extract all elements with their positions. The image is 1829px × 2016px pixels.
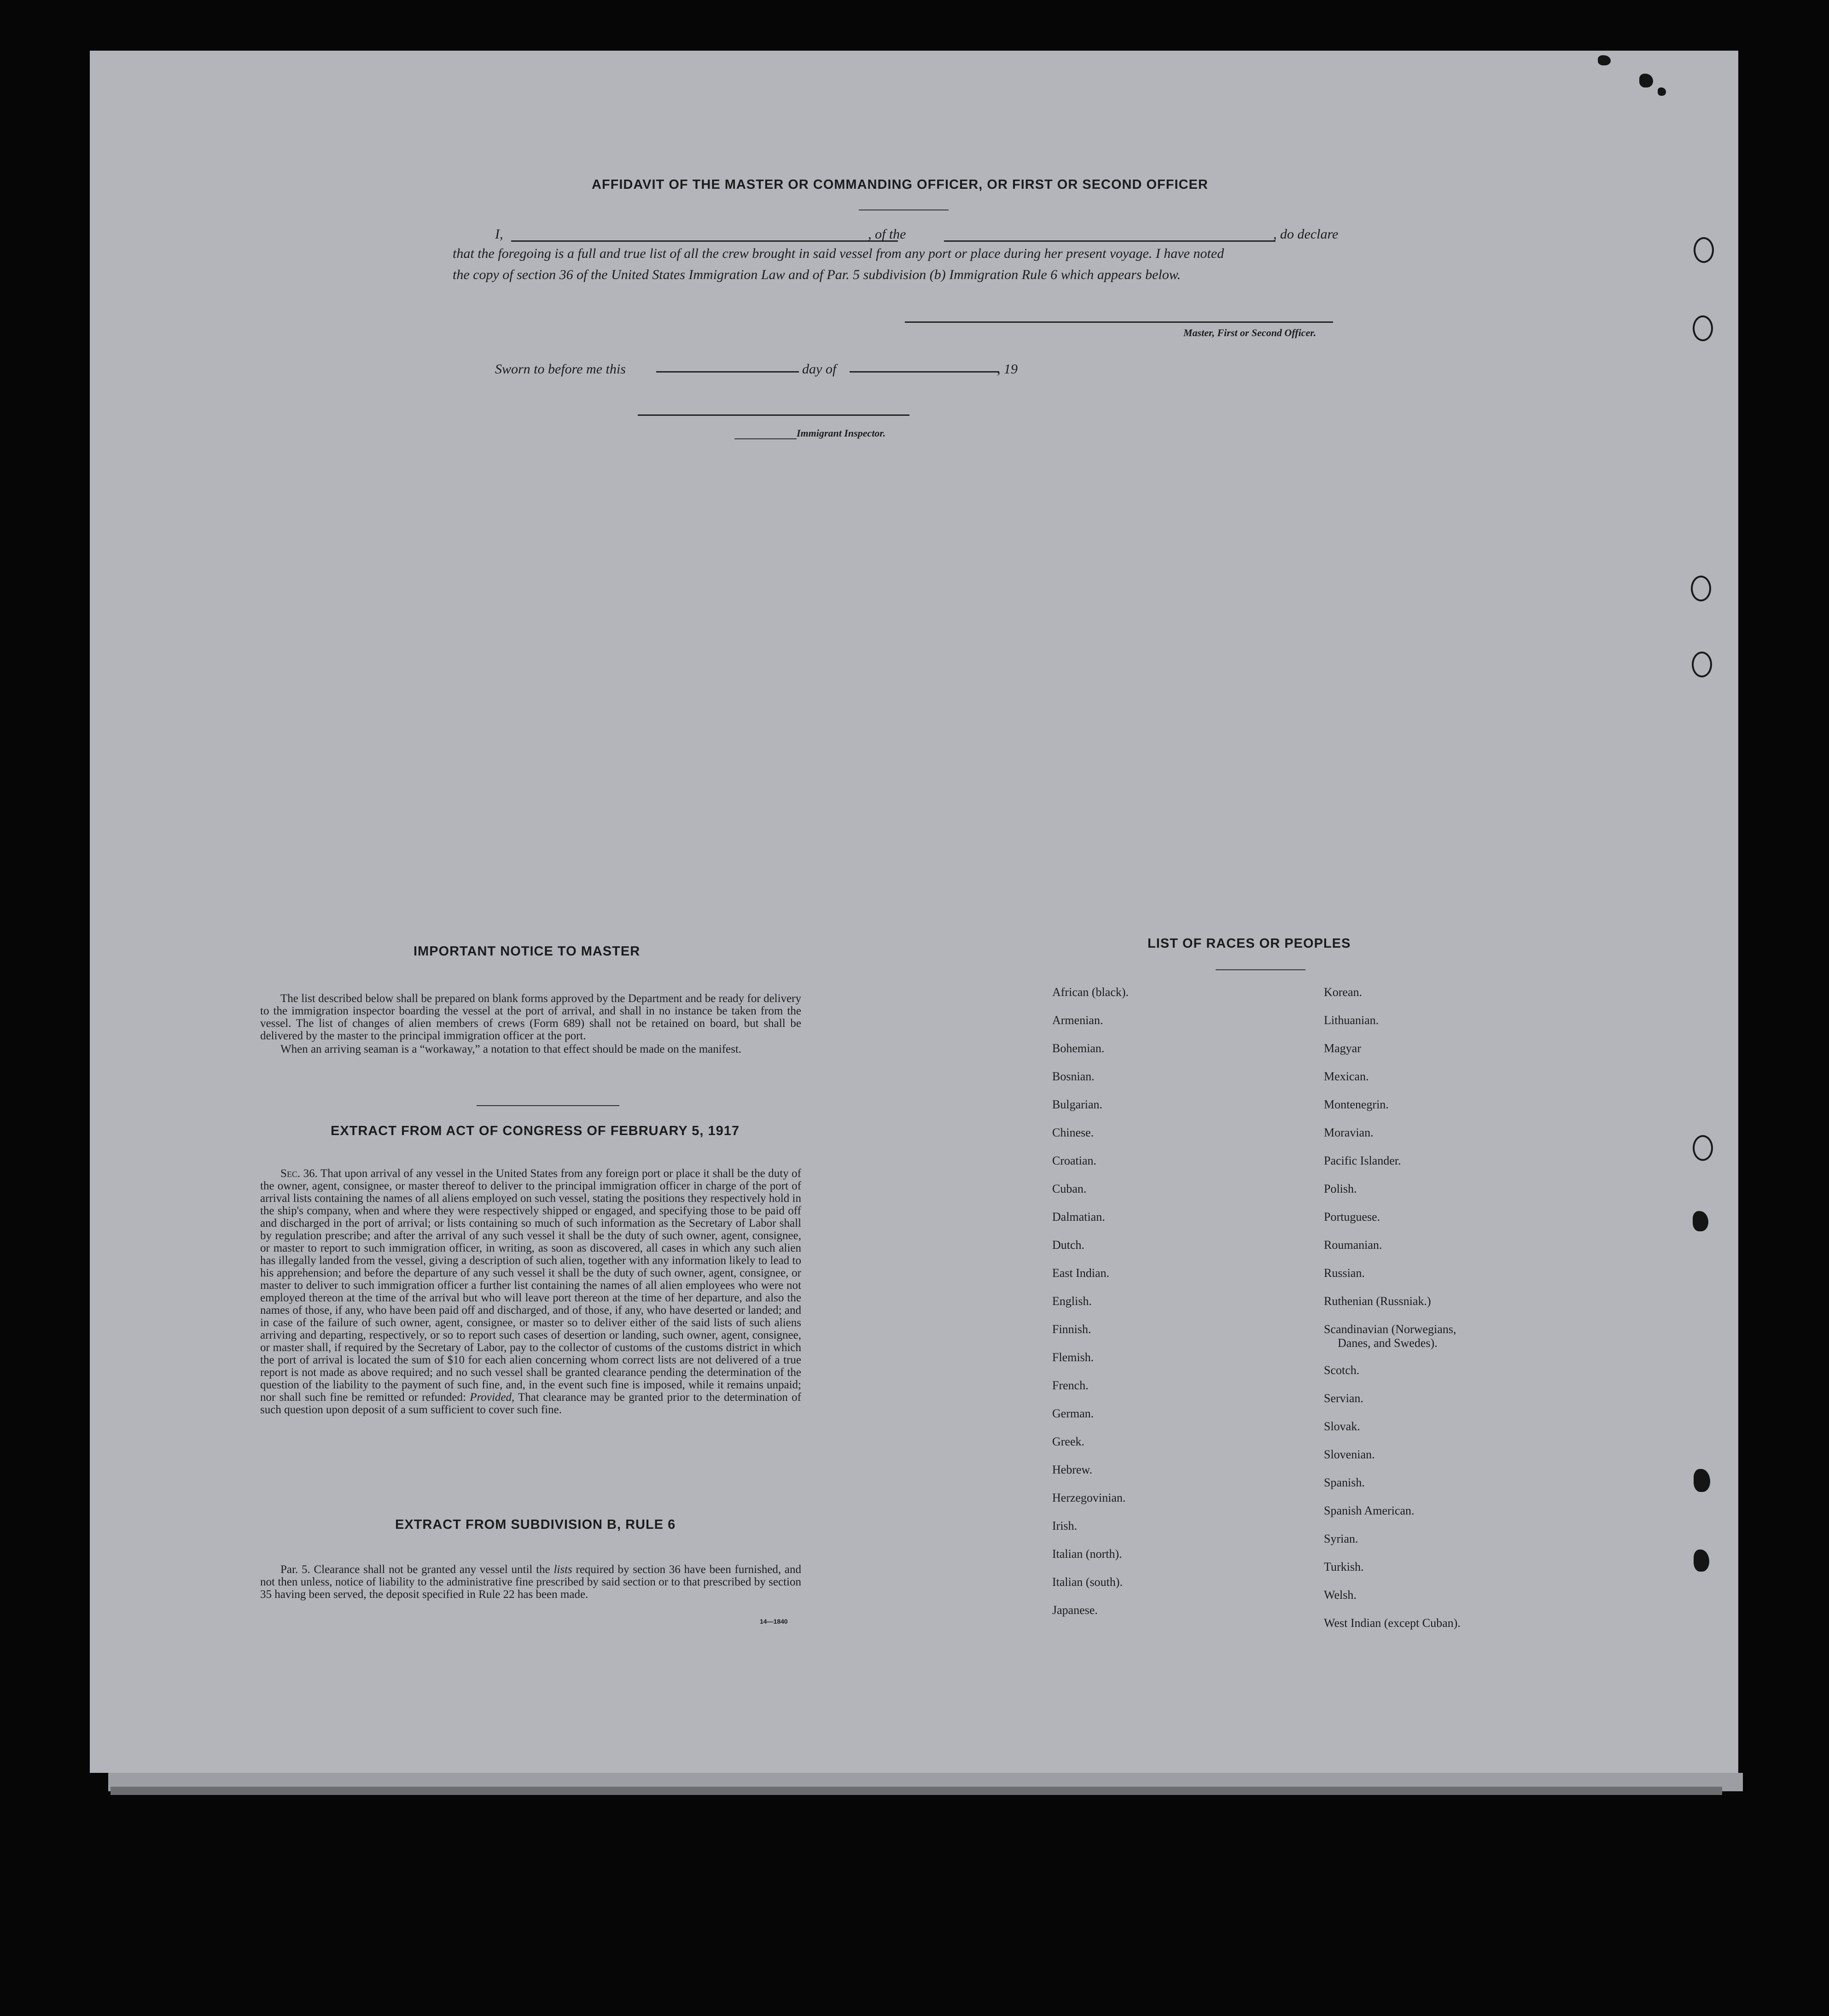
race-item: Bohemian.	[1052, 1042, 1105, 1055]
inspector-label: Immigrant Inspector.	[797, 427, 886, 439]
races-title: LIST OF RACES OR PEOPLES	[1147, 936, 1351, 951]
race-item: Mexican.	[1324, 1070, 1369, 1083]
race-item: Finnish.	[1052, 1323, 1091, 1336]
document-page	[90, 51, 1738, 1773]
race-item: Servian.	[1324, 1392, 1363, 1405]
affidavit-of-the-label: , of the	[868, 227, 906, 242]
race-item: Herzegovinian.	[1052, 1491, 1126, 1504]
extract-rule-body	[260, 1563, 801, 1601]
rule-text-b: required by section 36 have been furnished, and not then unless, notice of liability to the administrative fine prescribed by said section or to that prescribed by section 35 having been served, the deposit specified in Rule 22 has been made.	[260, 1563, 802, 1601]
race-item: Portuguese.	[1324, 1210, 1380, 1224]
rule-text-a: Par. 5. Clearance shall not be granted any vessel until the	[280, 1563, 550, 1576]
race-item: Flemish.	[1052, 1351, 1094, 1364]
day-of-label: day of	[802, 361, 837, 377]
affidavit-line3: the copy of section 36 of the United States Immigration Law and of Par. 5 subdivision (b) Immigration Rule 6 which appears below.	[453, 267, 1181, 282]
race-item: Greek.	[1052, 1435, 1085, 1448]
race-item: Russian.	[1324, 1266, 1365, 1280]
binder-hole	[1693, 315, 1713, 341]
notice-paragraph-2: When an arriving seaman is a “workaway,” a notation to that effect should be made on the manifest.	[280, 1043, 742, 1055]
race-item: Roumanian.	[1324, 1238, 1382, 1252]
notice-paragraph-1: The list described below shall be prepared on blank forms approved by the Department and be ready for delivery to the immigration inspector boarding the vessel at the port of arrival, and shall in no instance be taken from the vessel. The list of changes of alien members of crews (Form 689) shall not be retained on board, but shall be delivered by the master to the principal immigration officer at the port.	[260, 992, 801, 1042]
race-item: Bulgarian.	[1052, 1098, 1103, 1111]
name-field-line	[511, 240, 898, 242]
race-item: Slovak.	[1324, 1420, 1360, 1433]
inspector-signature-line	[638, 414, 909, 416]
sworn-label: Sworn to before me this	[495, 361, 626, 377]
binder-hole	[1692, 652, 1712, 677]
race-item: Montenegrin.	[1324, 1098, 1389, 1111]
race-item: Croatian.	[1052, 1154, 1097, 1167]
race-item: Japanese.	[1052, 1603, 1098, 1617]
race-item: Spanish American.	[1324, 1504, 1415, 1517]
race-item: Dalmatian.	[1052, 1210, 1105, 1224]
race-item: Armenian.	[1052, 1014, 1103, 1027]
form-number: 14—1840	[760, 1618, 788, 1625]
race-item: Polish.	[1324, 1182, 1357, 1195]
ink-blot	[1598, 55, 1611, 65]
ink-blot	[1694, 1550, 1709, 1572]
race-item: Irish.	[1052, 1519, 1078, 1532]
race-item: Magyar	[1324, 1042, 1361, 1055]
race-item: French.	[1052, 1379, 1089, 1392]
race-item: Bosnian.	[1052, 1070, 1095, 1083]
master-signature-line	[905, 321, 1333, 323]
race-item: Italian (north).	[1052, 1547, 1122, 1561]
race-item: Moravian.	[1324, 1126, 1374, 1139]
affidavit-i-label: I,	[495, 227, 503, 242]
notice-title: IMPORTANT NOTICE TO MASTER	[414, 944, 641, 959]
sworn-day-line	[656, 371, 799, 373]
race-item: Korean.	[1324, 985, 1363, 999]
race-item: Scotch.	[1324, 1363, 1360, 1377]
race-item: Italian (south).	[1052, 1575, 1123, 1589]
binder-hole	[1694, 237, 1714, 263]
race-item: Pacific Islander.	[1324, 1154, 1401, 1167]
extract-act-body	[260, 1167, 801, 1416]
affidavit-line2: that the foregoing is a full and true list of all the crew brought in said vessel from any port or place during her present voyage. I have noted	[453, 246, 1224, 261]
sworn-month-line	[850, 371, 999, 373]
race-item: Turkish.	[1324, 1560, 1364, 1573]
section-label: Sec. 36.	[280, 1167, 318, 1180]
divider	[477, 1105, 619, 1106]
race-item: West Indian (except Cuban).	[1324, 1616, 1461, 1630]
section-36-text: That upon arrival of any vessel in the United States from any foreign port or place it shall be the duty of the owner, agent, consignee, or master thereof to deliver to the principal immigration officer in charge of the port of arrival lists containing the names of all aliens employed on such vessel, stating the positions they respectively hold in the ship's company, when and where they were respectively shipped or engaged, and specifying those to be paid off and discharged in the port of arrival; or lists containing so much of such information as the Secretary of Labor shall by regulation prescribe; and after the arrival of any such vessel it shall be the duty of such owner, agent, consignee, or master to report to such immigration officer, in writing, as soon as discovered, all cases in which any such alien has illegally landed from the vessel, giving a description of such alien, together with any information likely to lead to his apprehension; and before the departure of any such vessel it shall be the duty of such owner, agent, consignee, or master to deliver to such immigration officer a further list containing the names of all alien employees who were not employed thereon at the time of the arrival but who will leave port thereon at the time of her departure, and also the names of those, if any, who have been paid off and discharged, and of those, if any, who have deserted or landed; and in case of the failure of such owner, agent, consignee, or master so to deliver either of the said lists of such aliens arriving and departing, respectively, or so to report such cases of desertion or landing, such owner, agent, consignee, or master shall, if required by the Secretary of Labor, pay to the collector of customs of the customs district in which the port of arrival is located the sum of $10 for each alien concerning whom correct lists are not delivered of a true report is not made as above required; and no such vessel shall be granted clearance pending the determination of the question of the liability to the payment of such fine, and, in the event such fine is imposed, while it remains unpaid; nor shall such fine be remitted or refunded:	[260, 1167, 801, 1404]
vessel-field-line	[944, 240, 1276, 242]
extract-rule-title: EXTRACT FROM SUBDIVISION B, RULE 6	[395, 1517, 676, 1532]
race-item: African (black).	[1052, 985, 1129, 999]
ink-blot	[1658, 87, 1666, 96]
race-item: Spanish.	[1324, 1476, 1365, 1489]
affidavit-title: AFFIDAVIT OF THE MASTER OR COMMANDING OFFICER, OR FIRST OR SECOND OFFICER	[592, 177, 1208, 192]
binder-hole	[1693, 1135, 1713, 1161]
divider	[1216, 969, 1305, 970]
race-item: German.	[1052, 1407, 1094, 1420]
affidavit-declare-label: , do declare	[1273, 227, 1339, 242]
ink-blot	[1639, 74, 1653, 87]
inspector-short-line	[734, 438, 797, 439]
provided-label: Provided,	[470, 1391, 515, 1404]
race-item: East Indian.	[1052, 1266, 1110, 1280]
page-bottom-shadow	[111, 1787, 1722, 1795]
race-item: Cuban.	[1052, 1182, 1087, 1195]
race-item: Danes, and Swedes).	[1338, 1336, 1438, 1350]
master-signature-label: Master, First or Second Officer.	[1183, 327, 1316, 338]
notice-body	[260, 992, 801, 1055]
extract-act-title: EXTRACT FROM ACT OF CONGRESS OF FEBRUARY 5, 1917	[331, 1124, 740, 1138]
race-item: Lithuanian.	[1324, 1014, 1379, 1027]
race-item: English.	[1052, 1294, 1092, 1308]
race-item: Ruthenian (Russniak.)	[1324, 1294, 1431, 1308]
race-item: Scandinavian (Norwegians,	[1324, 1323, 1456, 1336]
race-item: Dutch.	[1052, 1238, 1085, 1252]
race-item: Welsh.	[1324, 1588, 1357, 1602]
year-prefix: , 19	[997, 361, 1018, 377]
section-36-text-end: That clearance may be granted prior to the determination of such question upon deposit of a sum sufficient to cover such fine.	[260, 1391, 802, 1416]
rule-lists-word: lists	[553, 1563, 572, 1576]
race-item: Syrian.	[1324, 1532, 1358, 1545]
race-item: Slovenian.	[1324, 1448, 1375, 1461]
ink-blot	[1694, 1469, 1710, 1492]
binder-hole	[1691, 576, 1711, 601]
race-item: Hebrew.	[1052, 1463, 1093, 1476]
ink-blot	[1693, 1211, 1708, 1231]
race-item: Chinese.	[1052, 1126, 1094, 1139]
